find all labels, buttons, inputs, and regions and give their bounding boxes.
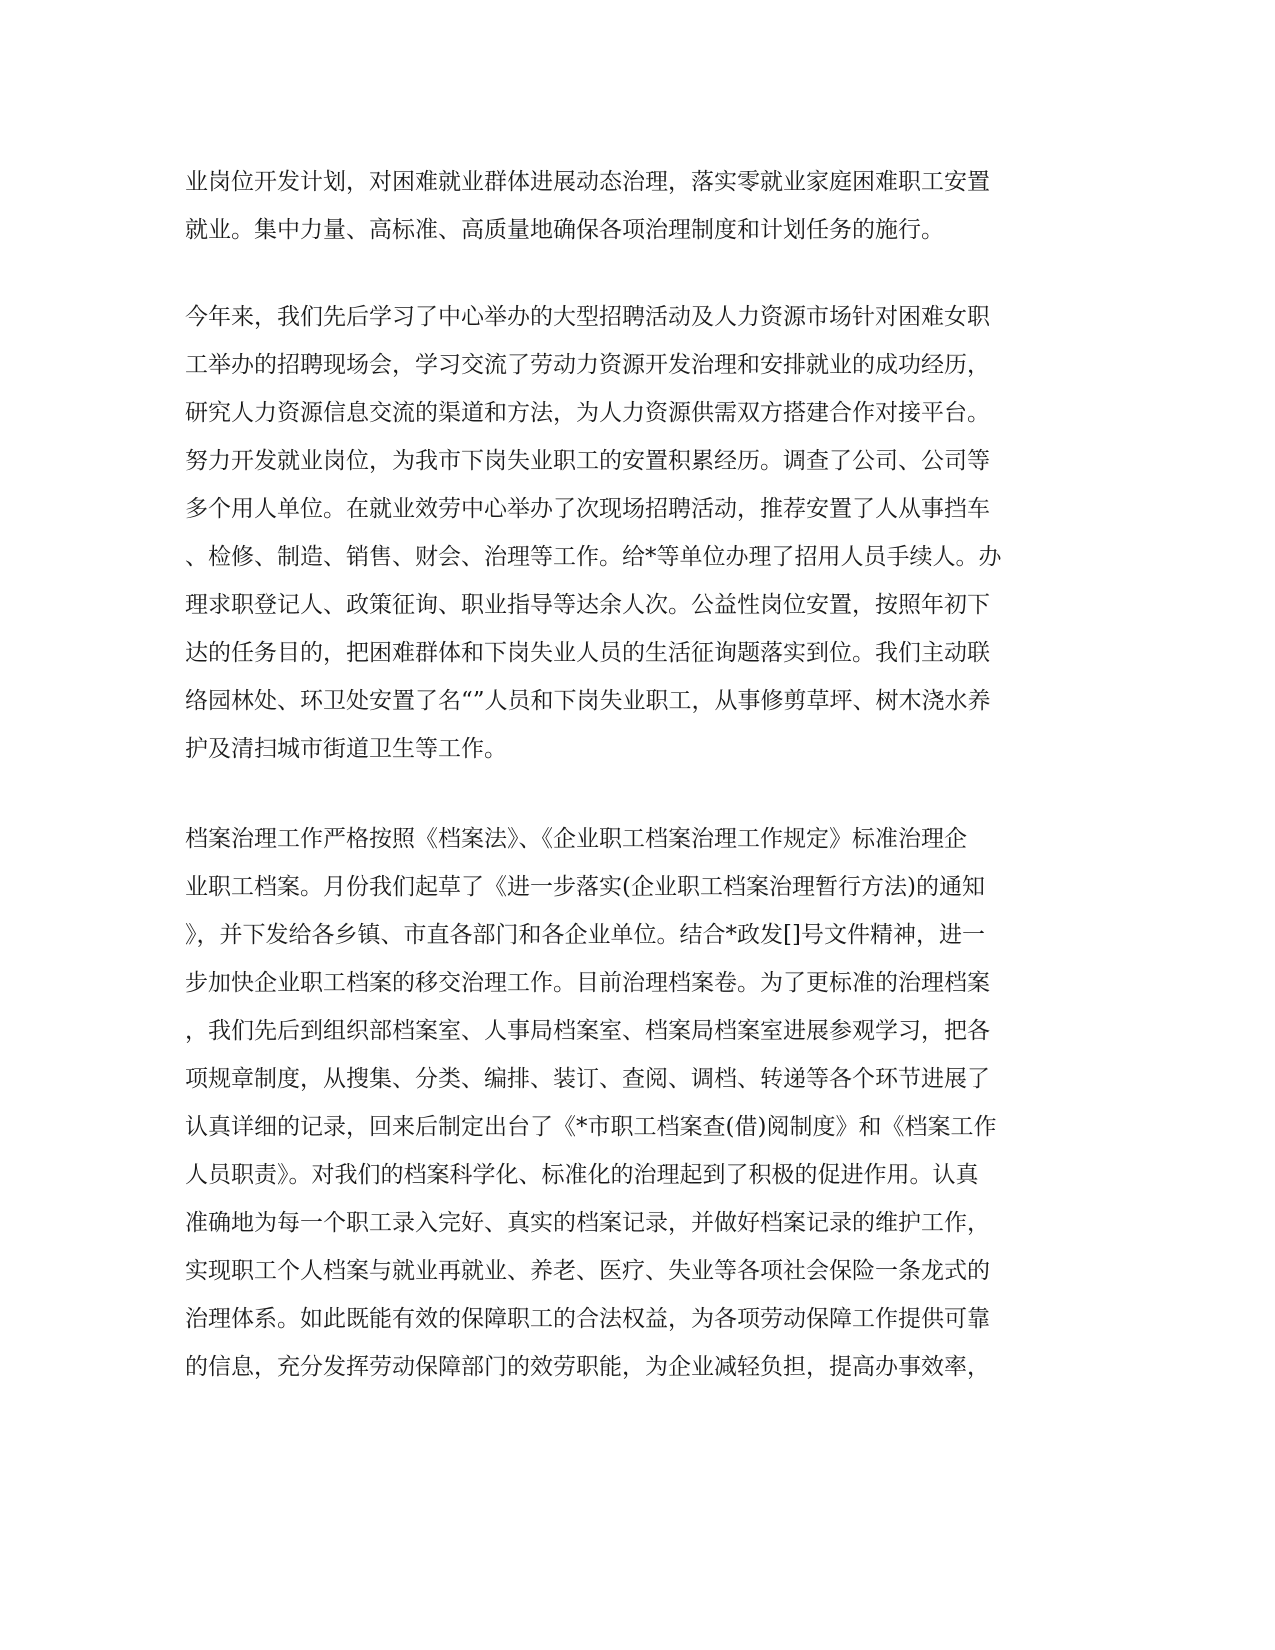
text-line: 护及清扫城市街道卫生等工作。 — [185, 736, 507, 762]
paragraph — [185, 815, 996, 1391]
text-line: 理求职登记人、政策征询、职业指导等达余人次。公益性岗位安置，按照年初下 — [185, 592, 990, 618]
text-line: 实现职工个人档案与就业再就业、养老、医疗、失业等各项社会保险一条龙式的 — [185, 1258, 990, 1284]
text-line: 多个用人单位。在就业效劳中心举办了次现场招聘活动，推荐安置了人从事挡车 — [185, 496, 990, 522]
text-line: 、检修、制造、销售、财会、治理等工作。给*等单位办理了招用人员手续人。办 — [185, 544, 1002, 570]
text-line: 就业。集中力量、高标准、高质量地确保各项治理制度和计划任务的施行。 — [185, 217, 944, 243]
text-line: 工举办的招聘现场会，学习交流了劳动力资源开发治理和安排就业的成功经历， — [185, 352, 990, 378]
text-line: 》，并下发给各乡镇、市直各部门和各企业单位。结合*政发[]号文件精神，进一 — [185, 922, 985, 948]
text-line: 人员职责》。对我们的档案科学化、标准化的治理起到了积极的促进作用。认真 — [185, 1162, 979, 1188]
text-line: 研究人力资源信息交流的渠道和方法，为人力资源供需双方搭建合作对接平台。 — [185, 400, 990, 426]
text-line: 的信息，充分发挥劳动保障部门的效劳职能，为企业减轻负担，提高办事效率， — [185, 1354, 990, 1380]
text-line: 项规章制度，从搜集、分类、编排、装订、查阅、调档、转递等各个环节进展了 — [185, 1066, 990, 1092]
text-line: ，我们先后到组织部档案室、人事局档案室、档案局档案室进展参观学习，把各 — [185, 1018, 990, 1044]
paragraph — [185, 158, 990, 254]
text-line: 步加快企业职工档案的移交治理工作。目前治理档案卷。为了更标准的治理档案 — [185, 970, 990, 996]
text-line: 达的任务目的，把困难群体和下岗失业人员的生活征询题落实到位。我们主动联 — [185, 640, 990, 666]
text-line: 认真详细的记录，回来后制定出台了《*市职工档案查(借)阅制度》和《档案工作 — [185, 1114, 997, 1140]
text-line: 档案治理工作严格按照《档案法》、《企业职工档案治理工作规定》标准治理企 — [185, 826, 967, 852]
text-line: 治理体系。如此既能有效的保障职工的合法权益，为各项劳动保障工作提供可靠 — [185, 1306, 990, 1332]
text-line: 业岗位开发计划，对困难就业群体进展动态治理，落实零就业家庭困难职工安置 — [185, 169, 990, 195]
text-line: 努力开发就业岗位，为我市下岗失业职工的安置积累经历。调查了公司、公司等 — [185, 448, 990, 474]
text-line: 络园林处、环卫处安置了名“”人员和下岗失业职工，从事修剪草坪、树木浇水养 — [185, 688, 991, 714]
text-line: 今年来，我们先后学习了中心举办的大型招聘活动及人力资源市场针对困难女职 — [185, 304, 990, 330]
text-line: 准确地为每一个职工录入完好、真实的档案记录，并做好档案记录的维护工作， — [185, 1210, 990, 1236]
text-line: 业职工档案。月份我们起草了《进一步落实(企业职工档案治理暂行方法)的通知 — [185, 874, 985, 900]
paragraph — [185, 293, 1002, 773]
